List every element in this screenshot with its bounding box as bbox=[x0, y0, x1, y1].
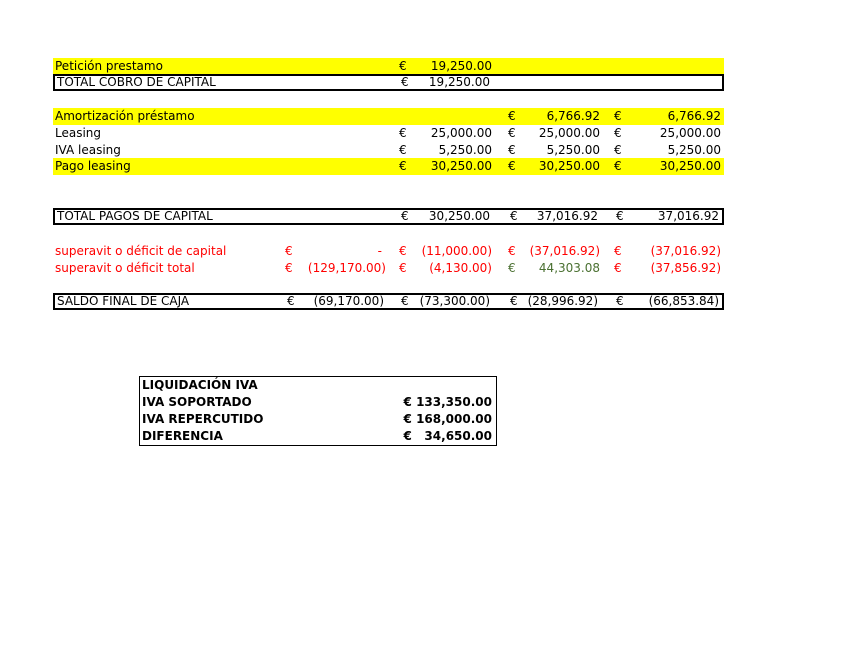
cell-value: 5,250.00 bbox=[546, 143, 600, 157]
cell-value: (28,996.92) bbox=[527, 294, 598, 308]
euro-sign: € bbox=[614, 244, 622, 258]
cell-value: 5,250.00 bbox=[438, 143, 492, 157]
row-label: superavit o déficit total bbox=[55, 261, 195, 275]
row-label: IVA leasing bbox=[55, 143, 121, 157]
row-leasing bbox=[53, 125, 724, 142]
cell-value: 19,250.00 bbox=[430, 59, 492, 73]
cell-value: (37,856.92) bbox=[650, 261, 721, 275]
euro-sign: € bbox=[616, 209, 624, 223]
row-amortizacion-prestamo bbox=[53, 108, 724, 125]
cell-value: 25,000.00 bbox=[659, 126, 721, 140]
cell-value: 30,250.00 bbox=[430, 159, 492, 173]
row-peticion-prestamo bbox=[53, 58, 724, 75]
cell-value: 6,766.92 bbox=[667, 109, 721, 123]
row-total-cobro-capital bbox=[53, 74, 724, 91]
row-label: Amortización préstamo bbox=[55, 109, 195, 123]
euro-sign: € bbox=[508, 159, 516, 173]
euro-sign: € bbox=[614, 143, 622, 157]
iva-soportado-row bbox=[140, 394, 496, 411]
iva-diferencia-row bbox=[140, 428, 496, 445]
row-superavit-total bbox=[53, 260, 724, 277]
euro-sign: € bbox=[614, 159, 622, 173]
euro-sign: € bbox=[508, 126, 516, 140]
row-saldo-final-caja bbox=[53, 293, 724, 310]
row-label: TOTAL COBRO DE CAPITAL bbox=[57, 75, 216, 89]
iva-repercutido-row bbox=[140, 411, 496, 428]
cell-value: 19,250.00 bbox=[428, 75, 490, 89]
cell-value: 30,250.00 bbox=[659, 159, 721, 173]
row-label: SALDO FINAL DE CAJA bbox=[57, 294, 190, 308]
row-iva-leasing bbox=[53, 142, 724, 159]
euro-sign: € bbox=[614, 109, 622, 123]
cell-value: 30,250.00 bbox=[538, 159, 600, 173]
euro-sign: € bbox=[508, 109, 516, 123]
euro-sign: € bbox=[285, 261, 293, 275]
cell-value: (37,016.92) bbox=[529, 244, 600, 258]
cell-value: 25,000.00 bbox=[538, 126, 600, 140]
cell-value: (4,130.00) bbox=[429, 261, 492, 275]
euro-sign: € bbox=[399, 59, 407, 73]
iva-liquidation-box bbox=[139, 376, 497, 446]
cell-value: 30,250.00 bbox=[428, 209, 490, 223]
euro-sign: € bbox=[285, 244, 293, 258]
euro-sign: € bbox=[616, 294, 624, 308]
cell-value: 37,016.92 bbox=[657, 209, 719, 223]
cell-value: (73,300.00) bbox=[419, 294, 490, 308]
cell-value: (11,000.00) bbox=[421, 244, 492, 258]
iva-repercutido-label: IVA REPERCUTIDO bbox=[142, 412, 264, 426]
cell-value: (129,170.00) bbox=[307, 261, 386, 275]
cell-value: - bbox=[377, 244, 382, 258]
euro-sign: € bbox=[614, 126, 622, 140]
row-label: TOTAL PAGOS DE CAPITAL bbox=[57, 209, 213, 223]
row-label: Leasing bbox=[55, 126, 102, 140]
row-label: Petición prestamo bbox=[55, 59, 163, 73]
euro-sign: € bbox=[614, 261, 622, 275]
euro-sign: € bbox=[401, 294, 409, 308]
iva-diferencia-label: DIFERENCIA bbox=[142, 429, 223, 443]
cell-value: 5,250.00 bbox=[667, 143, 721, 157]
euro-sign: € bbox=[508, 143, 516, 157]
cell-value: (69,170.00) bbox=[313, 294, 384, 308]
cell-value: 44,303.08 bbox=[538, 261, 600, 275]
iva-soportado-label: IVA SOPORTADO bbox=[142, 395, 252, 409]
euro-sign: € bbox=[508, 261, 516, 275]
row-pago-leasing bbox=[53, 158, 724, 175]
euro-sign: € bbox=[399, 126, 407, 140]
row-total-pagos-capital bbox=[53, 208, 724, 225]
euro-sign: € bbox=[510, 294, 518, 308]
euro-sign: € bbox=[508, 244, 516, 258]
euro-sign: € bbox=[401, 75, 409, 89]
euro-sign: € bbox=[399, 159, 407, 173]
cell-value: (66,853.84) bbox=[648, 294, 719, 308]
euro-sign: € bbox=[510, 209, 518, 223]
iva-title: LIQUIDACIÓN IVA bbox=[142, 378, 258, 392]
cell-value: 37,016.92 bbox=[536, 209, 598, 223]
cell-value: (37,016.92) bbox=[650, 244, 721, 258]
iva-repercutido-value: € 168,000.00 bbox=[403, 412, 492, 426]
iva-title-row bbox=[140, 377, 496, 394]
cell-value: 6,766.92 bbox=[546, 109, 600, 123]
row-superavit-capital bbox=[53, 243, 724, 260]
euro-sign: € bbox=[399, 244, 407, 258]
euro-sign: € bbox=[399, 143, 407, 157]
row-label: superavit o déficit de capital bbox=[55, 244, 227, 258]
row-label: Pago leasing bbox=[55, 159, 131, 173]
euro-sign: € bbox=[287, 294, 295, 308]
iva-diferencia-value: € 34,650.00 bbox=[403, 429, 492, 443]
euro-sign: € bbox=[399, 261, 407, 275]
euro-sign: € bbox=[401, 209, 409, 223]
cell-value: 25,000.00 bbox=[430, 126, 492, 140]
iva-soportado-value: € 133,350.00 bbox=[403, 395, 492, 409]
